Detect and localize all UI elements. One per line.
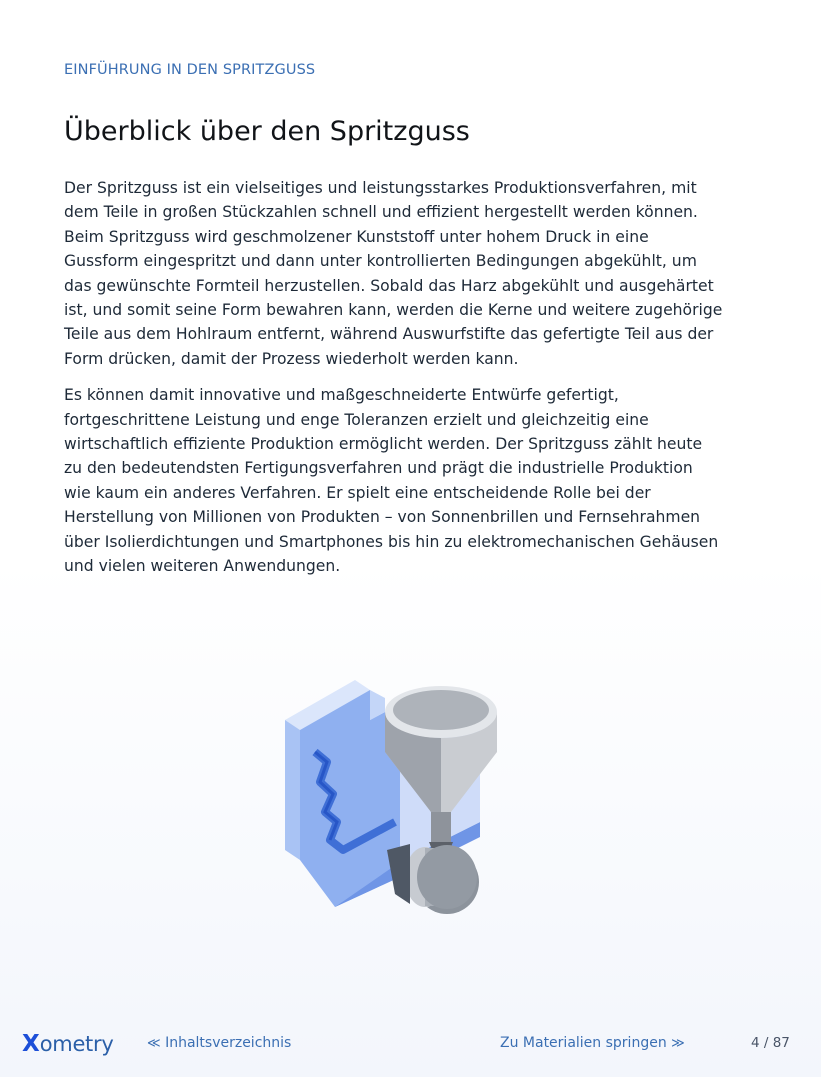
paragraph-1: Der Spritzguss ist ein vielseitiges und leistungsstarkes Produktionsverfahren, mit dem Teile in großen Stückzahlen schnell und effizient hergestellt werden können. Beim Spritzguss wird geschmolzener Kunststoff unter hohem Druck in eine Gussform eingespritzt und dann unter kontrollierten Bedingungen abgekühlt, um das gewünschte Formteil herzustellen. Sobald das Harz abgekühlt und ausgehärtet ist, und somit seine Form bewahren kann, werden die Kerne und weitere zugehörige Teile aus dem Hohlraum entfernt, während Auswurfstifte das gefertigte Teil aus der Form drücken, damit der Prozess wiederholt werden kann. bbox=[64, 179, 723, 368]
footer bbox=[0, 1030, 821, 1060]
page-number: 4 / 87 bbox=[751, 1035, 790, 1051]
logo-x-mark: X bbox=[22, 1031, 40, 1057]
xometry-logo[interactable] bbox=[22, 1030, 113, 1058]
body-text bbox=[64, 176, 724, 591]
double-chevron-right-icon: ≫ bbox=[671, 1036, 685, 1051]
logo-wordmark: ometry bbox=[39, 1032, 114, 1056]
next-label: Zu Materialien springen bbox=[500, 1035, 667, 1051]
injection-molding-illustration bbox=[275, 672, 505, 922]
table-of-contents-link[interactable] bbox=[147, 1035, 291, 1051]
section-label: EINFÜHRUNG IN DEN SPRITZGUSS bbox=[64, 62, 316, 78]
paragraph-2: Es können damit innovative und maßgeschneiderte Entwürfe gefertigt, fortgeschrittene Leistung und enge Toleranzen erzielt und gleichzeitig eine wirtschaftlich effiziente Produktion ermöglicht werden. Der Spritzguss zählt heute zu den bedeutendsten Fertigungsverfahren und prägt die industrielle Produktion wie kaum ein anderes Verfahren. Er spielt eine entscheidende Rolle bei der Herstellung von Millionen von Produkten – von Sonnenbrillen und Fernsehrahmen über Isolierdichtungen und Smartphones bis hin zu elektromechanischen Gehäusen und vielen weiteren Anwendungen. bbox=[64, 386, 719, 576]
page-title: Überblick über den Spritzguss bbox=[64, 116, 470, 147]
next-section-link[interactable] bbox=[500, 1035, 685, 1051]
double-chevron-left-icon: ≪ bbox=[147, 1036, 161, 1051]
toc-label: Inhaltsverzeichnis bbox=[165, 1035, 292, 1051]
